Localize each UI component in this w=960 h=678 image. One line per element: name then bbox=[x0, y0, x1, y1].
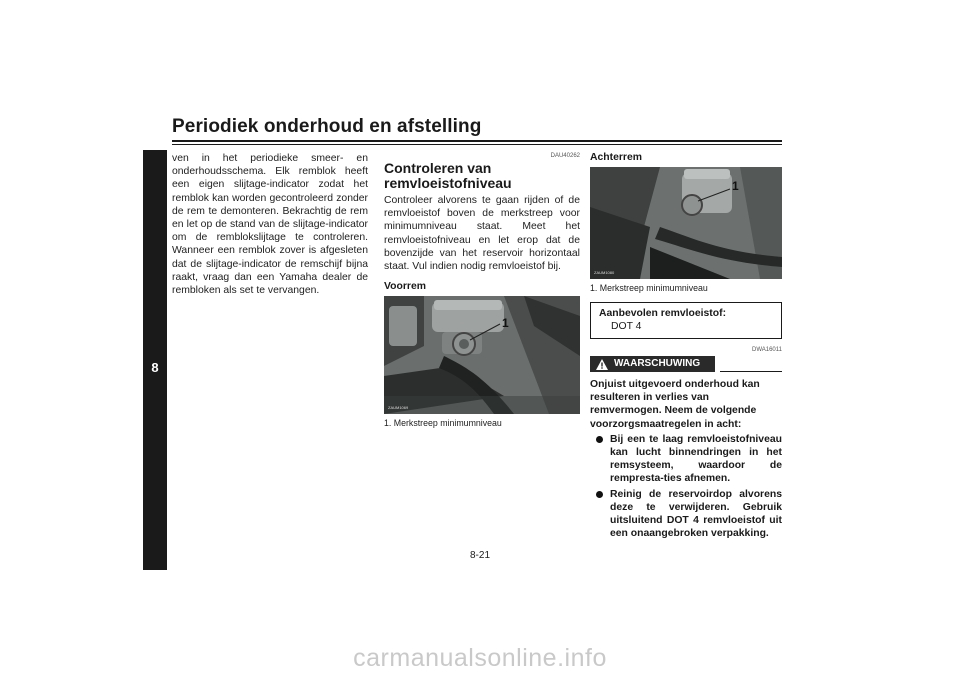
header-rule bbox=[172, 140, 782, 142]
header-rule-thin bbox=[172, 144, 782, 145]
recommended-fluid-label: Aanbevolen remvloeistof: bbox=[599, 308, 727, 319]
watermark: carmanualsonline.info bbox=[353, 644, 607, 672]
section-title: Controleren van remvloeistofniveau bbox=[384, 160, 512, 191]
warning-text: Onjuist uitgevoerd onderhoud kan resulteren in verlies van remvermogen. Neem de volgende voorzorgsmaatregelen in acht: bbox=[590, 379, 760, 430]
column-3 bbox=[590, 152, 782, 542]
list-item bbox=[590, 433, 782, 486]
rear-photo-code: ZAUM1080 bbox=[594, 270, 615, 275]
warning-label: WAARSCHUWING bbox=[614, 358, 701, 369]
rear-photo-caption: 1. Merkstreep minimumniveau bbox=[590, 283, 708, 293]
front-photo-code: ZAUM1069 bbox=[388, 405, 409, 411]
front-photo-callout: 1 bbox=[502, 316, 509, 331]
front-photo-caption: 1. Merkstreep minimumniveau bbox=[384, 418, 502, 429]
bullet-text: Bij een te laag remvloeistofniveau kan lucht binnendringen in het remsysteem, waardoor de rempresta-ties afnemen. bbox=[610, 433, 782, 485]
chapter-number: 8 bbox=[151, 360, 159, 375]
rear-brake-reservoir-illustration bbox=[590, 167, 782, 279]
rear-photo-callout: 1 bbox=[732, 179, 739, 193]
warning-badge bbox=[590, 356, 715, 372]
warning-rule bbox=[720, 371, 782, 372]
bullet-text: Reinig de reservoirdop alvorens deze te verwijderen. Gebruik uitsluitend DOT 4 remvloeistof uit een onaangebroken verpakking. bbox=[610, 488, 782, 540]
column-2 bbox=[384, 152, 580, 428]
warning-code: DWA16011 bbox=[751, 347, 782, 353]
section-code: DAU40262 bbox=[550, 153, 580, 159]
column-1 bbox=[172, 152, 368, 297]
page-title: Periodiek onderhoud en afstelling bbox=[172, 116, 482, 137]
recommended-fluid-box bbox=[590, 302, 782, 339]
rear-brake-subhead: Achterrem bbox=[590, 152, 642, 163]
front-brake-subhead: Voorrem bbox=[384, 281, 426, 293]
chapter-tab bbox=[143, 150, 167, 570]
warning-bullets bbox=[590, 433, 782, 541]
bullet-icon bbox=[596, 436, 603, 443]
bullet-icon bbox=[596, 491, 603, 498]
rear-brake-photo bbox=[590, 167, 782, 279]
brake-pad-paragraph: ven in het periodieke smeer- en onderhoudsschema. Elk remblok heeft een eigen slijtage-indicator zodat het remblok kan worden gecontroleerd zonder de rem te demonteren. Bekrachtig de rem en let op de stand van de slijtage-indicator om de remblokslijtage te controleren. Wanneer een remblok zover is afgesleten dat de slijtage-indicator de remschijf bijna raakt, vraag dan een Yamaha dealer de rembloken als set te vervangen. bbox=[172, 153, 368, 297]
front-brake-photo bbox=[384, 296, 580, 414]
brake-fluid-paragraph: Controleer alvorens te gaan rijden of de remvloeistof boven de merkstreep voor minimumniveau staat. Meet het remvloeistofniveau en let erop dat de bovenzijde van het reservoir horizontaal staat. Vul indien nodig remvloeistof bij. bbox=[384, 195, 580, 273]
warning-triangle-icon bbox=[596, 359, 608, 370]
page-number: 8-21 bbox=[469, 550, 490, 561]
warning-header bbox=[590, 356, 782, 372]
recommended-fluid-value: DOT 4 bbox=[611, 321, 642, 332]
list-item bbox=[590, 488, 782, 541]
front-brake-reservoir-illustration bbox=[384, 296, 580, 414]
